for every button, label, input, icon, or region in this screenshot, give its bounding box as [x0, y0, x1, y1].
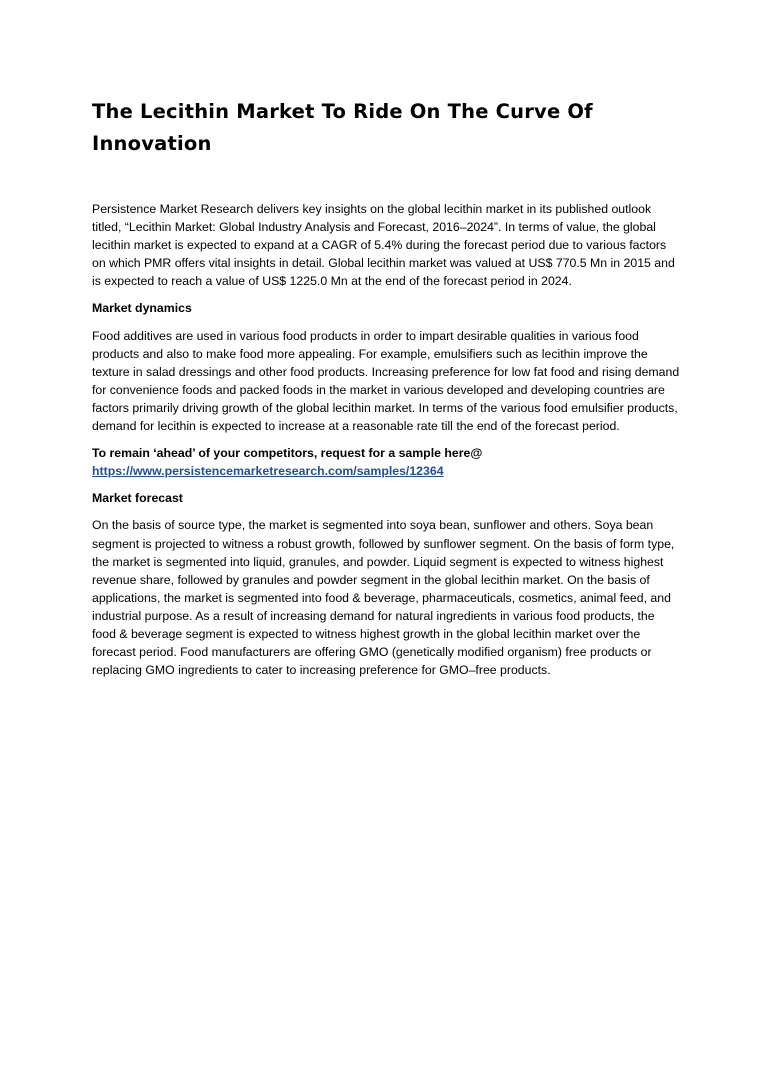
- market-dynamics-heading: Market dynamics: [92, 301, 192, 316]
- intro-paragraph: Persistence Market Research delivers key insights on the global lecithin market in its published outlook titled, “Lecithin Market: Global Industry Analysis and Forecast, 2016–2024”. In terms of value, the global lecithin market is expected to expand at a CAGR of 5.4% during the forecast period due to various factors on which PMR offers vital insights in detail. Global lecithin market was valued at US$ 770.5 Mn in 2015 and is expected to reach a value of US$ 1225.0 Mn at the end of the forecast period in 2024.: [92, 202, 675, 289]
- sample-request-callout: [92, 444, 680, 480]
- document-title: The Lecithin Market To Ride On The Curve Of Innovation: [92, 100, 593, 155]
- sample-request-link[interactable]: https://www.persistencemarketresearch.com/samples/12364: [92, 464, 444, 479]
- document-body: [92, 96, 680, 688]
- market-forecast-paragraph: On the basis of source type, the market is segmented into soya bean, sunflower and others. Soya bean segment is projected to witness a robust growth, followed by sunflower segment. On the basis of form type, the market is segmented into liquid, granules, and powder. Liquid segment is expected to witness highest revenue share, followed by granules and powder segment in the global lecithin market. On the basis of applications, the market is segmented into food & beverage, pharmaceuticals, cosmetics, animal feed, and industrial purpose. As a result of increasing demand for natural ingredients in various food products, the food & beverage segment is expected to witness highest growth in the global lecithin market over the forecast period. Food manufacturers are offering GMO (genetically modified organism) free products or replacing GMO ingredients to cater to increasing preference for GMO–free products.: [92, 518, 675, 678]
- market-forecast-heading: Market forecast: [92, 491, 183, 506]
- market-dynamics-paragraph: Food additives are used in various food products in order to impart desirable qualities in various food products and also to make food more appealing. For example, emulsifiers such as lecithin improve the texture in salad dressings and other food products. Increasing preference for low fat food and rising demand for convenience foods and packed foods in the market in various developed and developing countries are factors primarily driving growth of the global lecithin market. In terms of the various food emulsifier products, demand for lecithin is expected to increase at a reasonable rate till the end of the forecast period.: [92, 328, 680, 434]
- sample-request-text: To remain ‘ahead’ of your competitors, request for a sample here@: [92, 446, 483, 461]
